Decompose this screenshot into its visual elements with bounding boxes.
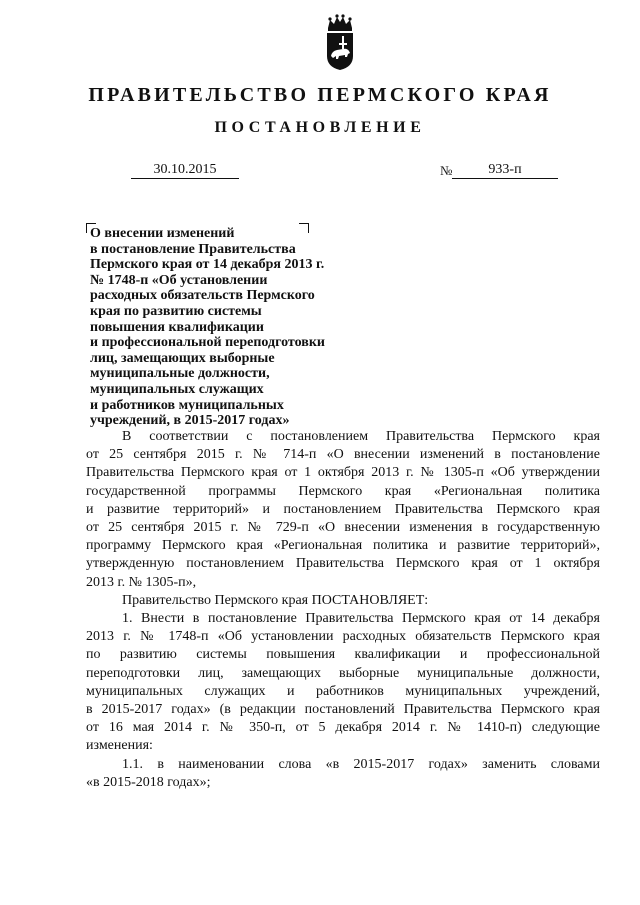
item-1-1-line: 1.1. в наименовании слова «в 2015-2017 годах» заменить словами	[122, 756, 600, 772]
preamble-line: от 25 сентября 2015 г. № 729-п «О внесении изменения в государственную	[86, 520, 600, 536]
item-1-line: муниципальных служащих и работников муниципальных учреждений,	[86, 683, 600, 699]
preamble-line: и развитие территорий» и постановлением Правительства Пермского края	[86, 501, 600, 517]
subject-line: края по развитию системы	[90, 303, 262, 319]
item-1-line: от 16 мая 2014 г. № 350-п, от 5 декабря 2014 г. № 1410-п) следующие	[86, 720, 600, 736]
document-subject	[90, 226, 360, 429]
document-type: ПОСТАНОВЛЕНИЕ	[214, 119, 426, 136]
subject-line: муниципальных служащих	[90, 381, 264, 397]
subject-line: в постановление Правительства	[90, 241, 296, 257]
preamble-line: Правительства Пермского края от 1 октября 2013 г. № 1305-п «Об утверждении	[86, 465, 600, 481]
preamble-line: от 25 сентября 2015 г. № 714-п «О внесении изменений в постановление	[86, 447, 600, 463]
number-sign: №	[440, 163, 453, 178]
resolution-statement: Правительство Пермского края ПОСТАНОВЛЯЕТ:	[122, 592, 429, 608]
perm-krai-coat-of-arms-icon	[323, 12, 357, 72]
item-1-line: в 2015-2017 годах» (в редакции постановлений Правительства Пермского края	[86, 702, 600, 718]
subject-line: Пермского края от 14 декабря 2013 г.	[90, 257, 325, 273]
item-1-1-line: «в 2015-2018 годах»;	[86, 774, 211, 790]
subject-line: и профессиональной переподготовки	[90, 335, 325, 351]
subject-line: повышения квалификации	[90, 319, 264, 335]
subject-line: и работников муниципальных	[90, 397, 284, 413]
subject-line: № 1748-п «Об установлении	[90, 272, 268, 288]
preamble-line: государственной программы Пермского края «Региональная политика	[86, 483, 600, 499]
document-number: 933-п	[452, 161, 558, 179]
item-1-line: переподготовки лиц, замещающих выборные муниципальные должности,	[86, 665, 600, 681]
preamble-line: утвержденную постановлением Правительства Пермского края от 1 октября	[86, 556, 600, 572]
subject-line: учреждений, в 2015-2017 годах»	[90, 413, 290, 429]
preamble-line: 2013 г. № 1305-п»,	[86, 574, 197, 590]
preamble-line: программу Пермского края «Региональная политика и развитие территорий»,	[86, 538, 600, 554]
government-title: ПРАВИТЕЛЬСТВО ПЕРМСКОГО КРАЯ	[88, 84, 552, 106]
item-1-line: 2013 г. № 1748-п «Об установлении расходных обязательств Пермского края	[86, 629, 600, 645]
item-1-line: изменения:	[86, 738, 153, 754]
subject-line: расходных обязательств Пермского	[90, 288, 315, 304]
document-body	[86, 428, 600, 792]
item-1-line: 1. Внести в постановление Правительства Пермского края от 14 декабря	[122, 611, 600, 627]
document-date: 30.10.2015	[131, 161, 239, 179]
item-1-line: по развитию системы повышения квалификации и профессиональной	[86, 647, 600, 663]
subject-line: муниципальные должности,	[90, 366, 270, 382]
preamble-line: В соответствии с постановлением Правительства Пермского края	[122, 429, 600, 444]
subject-line: лиц, замещающих выборные	[90, 350, 275, 366]
subject-line: О внесении изменений	[90, 226, 235, 241]
